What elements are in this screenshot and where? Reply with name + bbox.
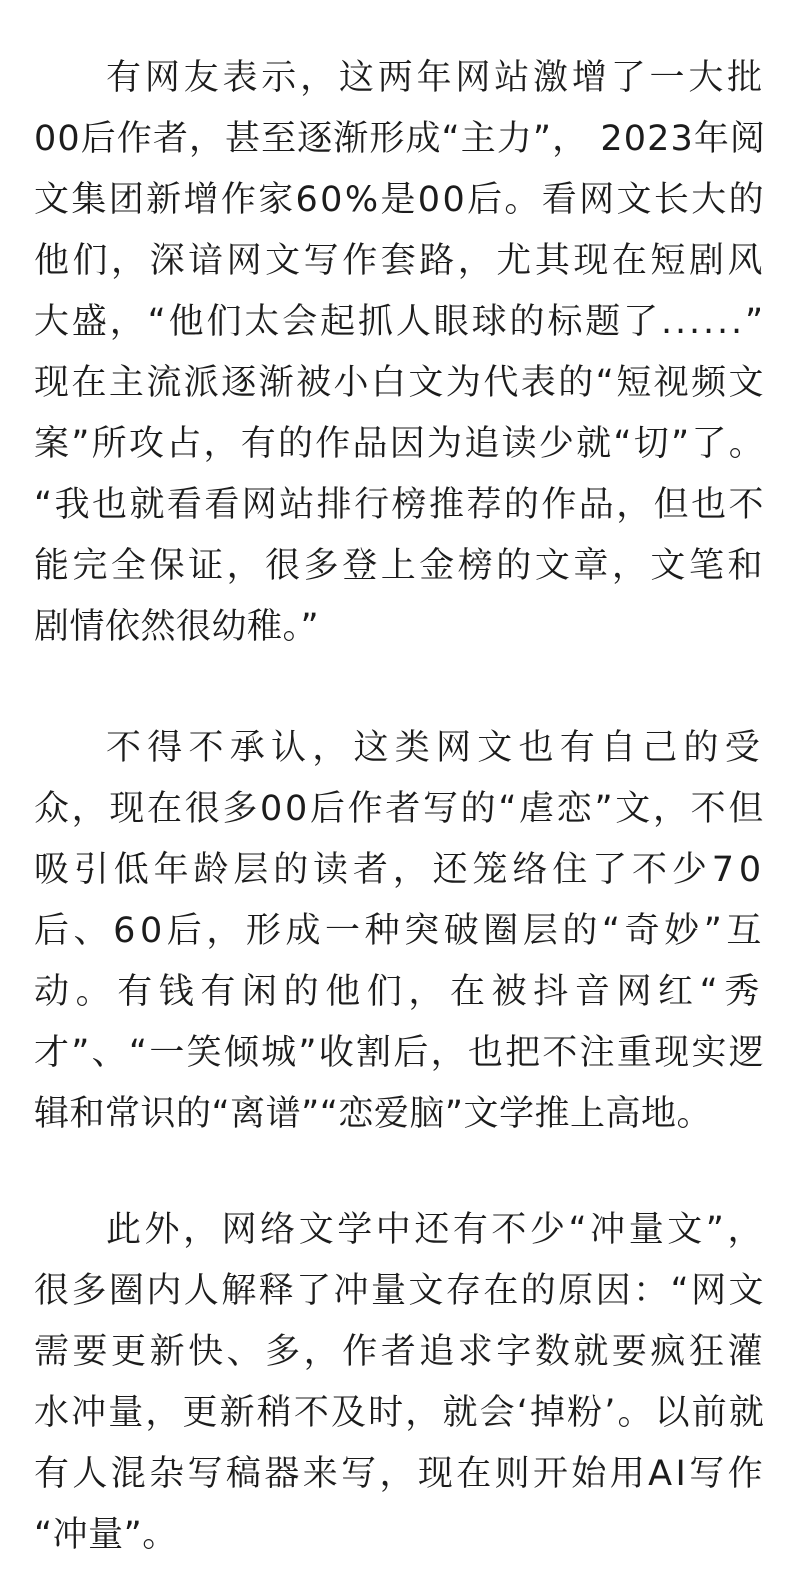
paragraph-1-line-6: 现在主流派逐渐被小白文为代表的“短视频文 xyxy=(34,363,766,403)
paragraph-3-line-1: 此外，网络文学中还有不少“冲量文”， xyxy=(106,1210,766,1250)
paragraph-1-line-7: 案”所攻占，有的作品因为追读少就“切”了。 xyxy=(34,424,766,464)
paragraph-2-line-4: 后、60后，形成一种突破圈层的“奇妙”互 xyxy=(34,911,766,951)
paragraph-1-line-3: 文集团新增作家60%是00后。看网文长大的 xyxy=(34,180,766,220)
paragraph-1-line-1: 有网友表示，这两年网站激增了一大批 xyxy=(106,58,766,98)
paragraph-3-line-2: 很多圈内人解释了冲量文存在的原因：“网文 xyxy=(34,1271,766,1311)
paragraph-1-line-10: 剧情依然很幼稚。” xyxy=(34,607,320,647)
paragraph-1-line-8: “我也就看看网站排行榜推荐的作品，但也不 xyxy=(34,485,766,525)
paragraph-1-line-9: 能完全保证，很多登上金榜的文章，文笔和 xyxy=(34,546,766,586)
paragraph-3-line-5: 有人混杂写稿器来写，现在则开始用AI写作 xyxy=(34,1454,766,1494)
paragraph-3-line-3: 需要更新快、多，作者追求字数就要疯狂灌 xyxy=(34,1332,766,1372)
paragraph-2-line-2: 众，现在很多00后作者写的“虐恋”文，不但 xyxy=(34,789,766,829)
paragraph-2-line-7: 辑和常识的“离谱”“恋爱脑”文学推上高地。 xyxy=(34,1094,713,1134)
paragraph-2-line-3: 吸引低年龄层的读者，还笼络住了不少70 xyxy=(34,850,766,890)
paragraph-1-line-5: 大盛，“他们太会起抓人眼球的标题了......” xyxy=(34,302,766,342)
paragraph-1-line-4: 他们，深谙网文写作套路，尤其现在短剧风 xyxy=(34,241,766,281)
paragraph-2-line-5: 动。有钱有闲的他们，在被抖音网红“秀 xyxy=(34,972,766,1012)
paragraph-2-line-6: 才”、“一笑倾城”收割后，也把不注重现实逻 xyxy=(34,1033,766,1073)
paragraph-1-line-2: 00后作者，甚至逐渐形成“主力”， 2023年阅 xyxy=(34,119,766,159)
paragraph-3-line-4: 水冲量，更新稍不及时，就会‘掉粉’。以前就 xyxy=(34,1393,766,1433)
paragraph-2-line-1: 不得不承认，这类网文也有自己的受 xyxy=(106,728,766,768)
paragraph-3-line-6: “冲量”。 xyxy=(34,1515,178,1555)
